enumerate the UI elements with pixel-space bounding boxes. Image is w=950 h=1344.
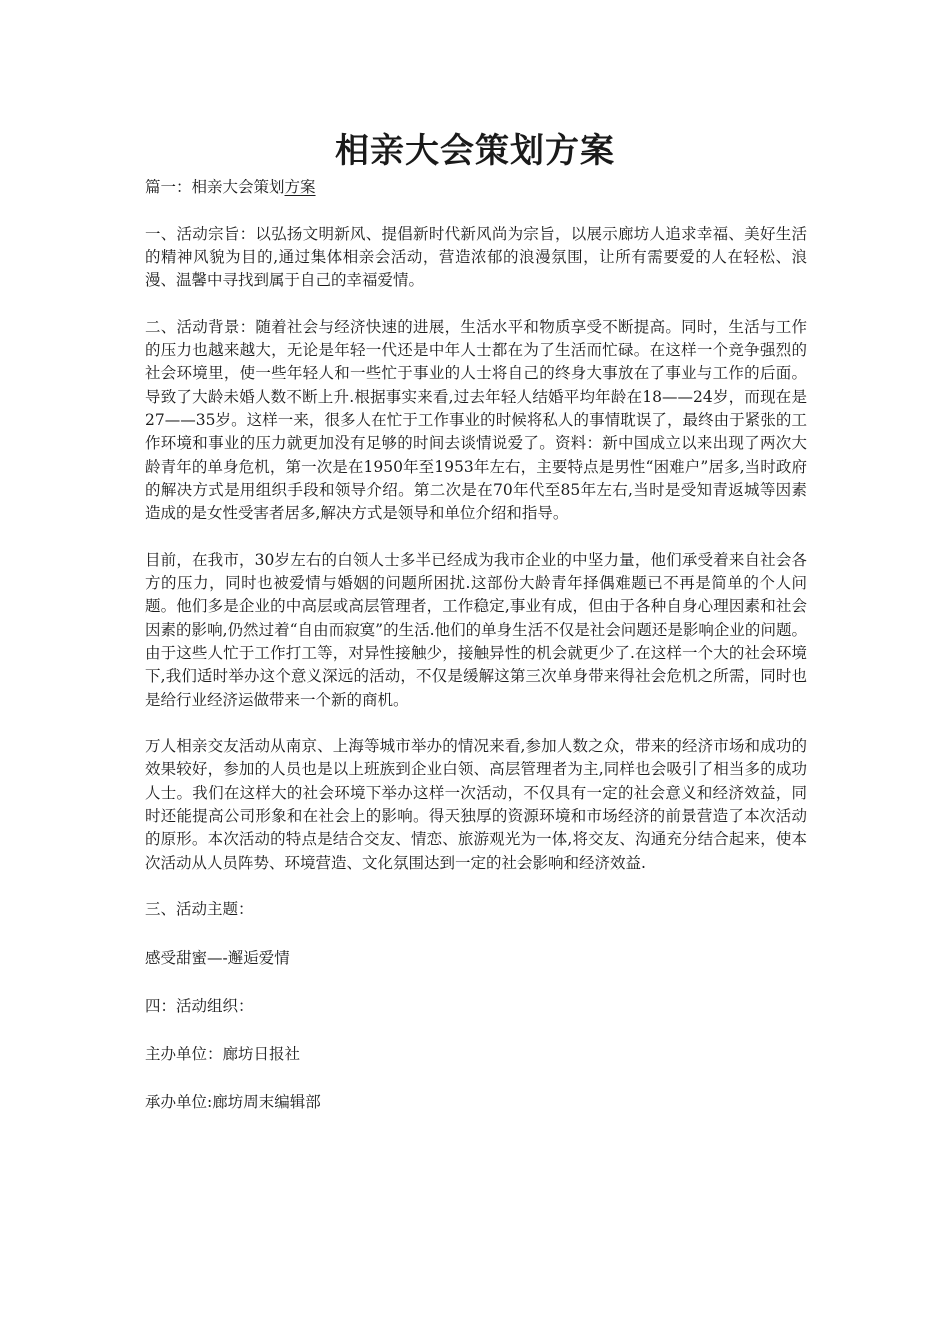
paragraph-market: 万人相亲交友活动从南京、上海等城市举办的情况来看,参加人数之众，带来的经济市场和成功的效果较好，参加的人员也是以上班族到企业白领、高层管理者为主,同样也会吸引了相当多的成功人士。我们在这样大的社会环境下举办这样一次活动，不仅具有一定的社会意义和经济效益，同时还能提高公司形象和在社会上的影响。得天独厚的资源环境和市场经济的前景营造了本次活动的原形。本次活动的特点是结合交友、情恋、旅游观光为一体,将交友、沟通充分结合起来，使本次活动从人员阵势、环境营造、文化氛围达到一定的社会影响和经济效益. <box>145 737 807 872</box>
paragraph-current-situation: 目前，在我市，30岁左右的白领人士多半已经成为我市企业的中坚力量，他们承受着来自社会各方的压力，同时也被爱情与婚姻的问题所困扰.这部份大龄青年择偶难题已不再是简单的个人问题。他们多是企业的中高层或高层管理者，工作稳定,事业有成，但由于各种自身心理因素和社会因素的影响,仍然过着“自由而寂寞”的生活.他们的单身生活不仅是社会问题还是影响企业的问题。由于这些人忙于工作打工等，对异性接触少，接触异性的机会就更少了.在这样一个大的社会环境下,我们适时举办这个意义深远的活动，不仅是缓解这第三次单身带来得社会危机之所需，同时也是给行业经济运做带来一个新的商机。 <box>145 550 807 709</box>
co-organizer-line: 承办单位:廊坊周末编辑部 <box>145 1093 321 1112</box>
subtitle-prefix: 篇一：相亲大会策划 <box>145 178 285 196</box>
theme-text: 感受甜蜜—-邂逅爱情 <box>145 948 290 967</box>
document-title: 相亲大会策划方案 <box>335 131 615 171</box>
section-heading-theme: 三、活动主题： <box>145 900 254 919</box>
organizer-line: 主办单位：廊坊日报社 <box>145 1045 301 1064</box>
subtitle-link[interactable]: 方案 <box>284 178 316 196</box>
paragraph-background: 二、活动背景：随着社会与经济快速的进展，生活水平和物质享受不断提高。同时，生活与工作的压力也越来越大，无论是年轻一代还是中年人士都在为了生活而忙碌。在这样一个竞争强烈的社会环境里，使一些年轻人和一些忙于事业的人士将自己的终身大事放在了事业与工作的后面。导致了大龄未婚人数不断上升.根据事实来看,过去年轻人结婚平均年龄在18——24岁，而现在是27——35岁。这样一来，很多人在忙于工作事业的时候将私人的事情耽误了，最终由于紧张的工作环境和事业的压力就更加没有足够的时间去谈情说爱了。资料：新中国成立以来出现了两次大龄青年的单身危机，第一次是在1950年至1953年左右，主要特点是男性“困难户”居多,当时政府的解决方式是用组织手段和领导介绍。第二次是在70年代至85年左右,当时是受知青返城等因素造成的是女性受害者居多,解决方式是领导和单位介绍和指导。 <box>145 317 807 523</box>
subtitle-line <box>145 176 807 199</box>
document-body <box>145 176 807 1140</box>
section-heading-organization: 四：活动组织： <box>145 996 254 1015</box>
paragraph-purpose: 一、活动宗旨：以弘扬文明新风、提倡新时代新风尚为宗旨，以展示廊坊人追求幸福、美好生活的精神风貌为目的,通过集体相亲会活动，营造浓郁的浪漫氛围，让所有需要爱的人在轻松、浪漫、温馨中寻找到属于自己的幸福爱情。 <box>145 224 807 290</box>
